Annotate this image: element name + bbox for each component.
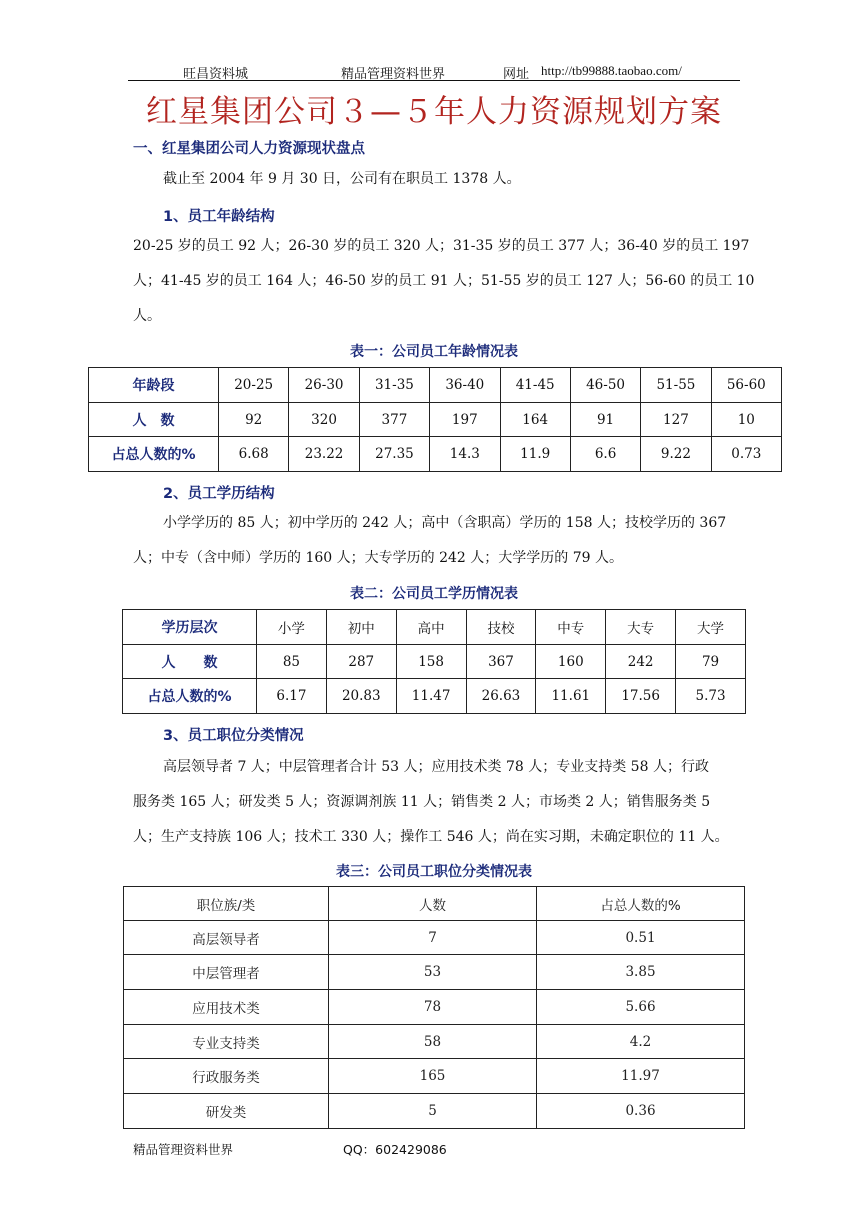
row-header: 占总人数的% <box>123 679 257 714</box>
table-cell: 5.66 <box>537 990 745 1025</box>
table-row <box>89 368 782 403</box>
table-cell: 大专 <box>606 610 676 645</box>
job-table-caption: 表三：公司员工职位分类情况表 <box>336 864 532 880</box>
header-divider <box>128 80 740 81</box>
section-heading: 一、红星集团公司人力资源现状盘点 <box>133 141 365 157</box>
job-table <box>123 886 745 1129</box>
table-cell: 20.83 <box>326 679 396 714</box>
table-cell: 56-60 <box>711 368 781 403</box>
age-table <box>88 367 782 472</box>
table-cell: 58 <box>329 1025 537 1059</box>
table-cell: 158 <box>396 645 466 679</box>
table-cell: 技校 <box>466 610 536 645</box>
table-cell: 242 <box>606 645 676 679</box>
table-cell: 31-35 <box>359 368 429 403</box>
table-cell: 研发类 <box>124 1094 329 1129</box>
table-cell: 377 <box>359 403 429 437</box>
header-url-label: 网址 <box>503 67 530 82</box>
column-header: 人数 <box>329 887 537 921</box>
table-cell: 大学 <box>676 610 746 645</box>
table-row <box>89 437 782 472</box>
row-header: 人 数 <box>123 645 257 679</box>
table-cell: 高层领导者 <box>124 921 329 955</box>
age-table-caption: 表一：公司员工年龄情况表 <box>350 344 518 360</box>
table-cell: 0.36 <box>537 1094 745 1129</box>
table-cell: 11.61 <box>536 679 606 714</box>
table-cell: 160 <box>536 645 606 679</box>
age-paragraph-line: 人。 <box>133 308 161 324</box>
table-cell: 高中 <box>396 610 466 645</box>
table-cell: 23.22 <box>289 437 359 472</box>
table-cell: 9.22 <box>641 437 711 472</box>
table-cell: 7 <box>329 921 537 955</box>
column-header: 职位族/类 <box>124 887 329 921</box>
table-cell: 5 <box>329 1094 537 1129</box>
table-cell: 14.3 <box>430 437 500 472</box>
table-cell: 26-30 <box>289 368 359 403</box>
table-row <box>124 1025 745 1059</box>
row-header: 人 数 <box>89 403 219 437</box>
row-header: 年龄段 <box>89 368 219 403</box>
table-cell: 中专 <box>536 610 606 645</box>
table-row <box>124 921 745 955</box>
table-cell: 0.73 <box>711 437 781 472</box>
table-cell: 79 <box>676 645 746 679</box>
row-header: 占总人数的% <box>89 437 219 472</box>
table-cell: 0.51 <box>537 921 745 955</box>
table-row <box>124 955 745 990</box>
table-cell: 20-25 <box>219 368 289 403</box>
age-paragraph-line: 人；41-45 岁的员工 164 人；46-50 岁的员工 91 人；51-55 岁的员工 127 人；56-60 的员工 10 <box>133 273 755 289</box>
table-cell: 11.47 <box>396 679 466 714</box>
table-row <box>89 403 782 437</box>
header-left-text: 旺昌资料城 <box>183 67 249 82</box>
table-cell: 6.17 <box>257 679 327 714</box>
table-cell: 专业支持类 <box>124 1025 329 1059</box>
footer-qq-text: QQ：602429086 <box>343 1142 447 1157</box>
table-cell: 27.35 <box>359 437 429 472</box>
header-middle-text: 精品管理资料世界 <box>341 67 446 82</box>
table-cell: 78 <box>329 990 537 1025</box>
table-cell: 41-45 <box>500 368 570 403</box>
edu-paragraph-line: 人；中专（含中师）学历的 160 人；大专学历的 242 人；大学学历的 79 人。 <box>133 550 623 566</box>
edu-table <box>122 609 746 714</box>
edu-paragraph-line: 小学学历的 85 人；初中学历的 242 人；高中（含职高）学历的 158 人；技校学历的 367 <box>163 515 727 531</box>
table-cell: 初中 <box>326 610 396 645</box>
table-cell: 11.9 <box>500 437 570 472</box>
table-cell: 36-40 <box>430 368 500 403</box>
table-row <box>123 679 746 714</box>
table-cell: 6.6 <box>570 437 640 472</box>
edu-heading: 2、员工学历结构 <box>163 486 275 502</box>
table-cell: 17.56 <box>606 679 676 714</box>
edu-table-caption: 表二：公司员工学历情况表 <box>350 586 518 602</box>
table-cell: 3.85 <box>537 955 745 990</box>
table-cell: 51-55 <box>641 368 711 403</box>
table-cell: 127 <box>641 403 711 437</box>
intro-paragraph: 截止至 2004 年 9 月 30 日，公司有在职员工 1378 人。 <box>163 171 521 187</box>
table-header-row <box>124 887 745 921</box>
table-cell: 91 <box>570 403 640 437</box>
table-cell: 小学 <box>257 610 327 645</box>
age-heading: 1、员工年龄结构 <box>163 209 275 225</box>
table-row <box>124 1094 745 1129</box>
document-title: 红星集团公司３—５年人力资源规划方案 <box>146 94 722 130</box>
table-cell: 46-50 <box>570 368 640 403</box>
row-header: 学历层次 <box>123 610 257 645</box>
table-row <box>123 610 746 645</box>
table-cell: 中层管理者 <box>124 955 329 990</box>
footer-left-text: 精品管理资料世界 <box>133 1142 234 1157</box>
table-cell: 应用技术类 <box>124 990 329 1025</box>
table-row <box>124 990 745 1025</box>
table-cell: 10 <box>711 403 781 437</box>
table-row <box>124 1059 745 1094</box>
table-cell: 85 <box>257 645 327 679</box>
table-cell: 165 <box>329 1059 537 1094</box>
table-cell: 26.63 <box>466 679 536 714</box>
age-paragraph-line: 20-25 岁的员工 92 人；26-30 岁的员工 320 人；31-35 岁的员工 377 人；36-40 岁的员工 197 <box>133 238 750 254</box>
table-cell: 197 <box>430 403 500 437</box>
table-cell: 92 <box>219 403 289 437</box>
table-cell: 5.73 <box>676 679 746 714</box>
table-cell: 164 <box>500 403 570 437</box>
job-paragraph-line: 服务类 165 人；研发类 5 人；资源调剂族 11 人；销售类 2 人；市场类 2 人；销售服务类 5 <box>133 794 711 810</box>
header-url-link[interactable]: http://tb99888.taobao.com/ <box>541 63 682 78</box>
job-paragraph-line: 高层领导者 7 人；中层管理者合计 53 人；应用技术类 78 人；专业支持类 58 人；行政 <box>163 759 709 775</box>
table-cell: 320 <box>289 403 359 437</box>
table-cell: 53 <box>329 955 537 990</box>
job-heading: 3、员工职位分类情况 <box>163 728 304 744</box>
table-cell: 367 <box>466 645 536 679</box>
table-cell: 287 <box>326 645 396 679</box>
job-paragraph-line: 人；生产支持族 106 人；技术工 330 人；操作工 546 人；尚在实习期，未确定职位的 11 人。 <box>133 829 729 845</box>
table-cell: 6.68 <box>219 437 289 472</box>
table-cell: 行政服务类 <box>124 1059 329 1094</box>
table-cell: 11.97 <box>537 1059 745 1094</box>
table-row <box>123 645 746 679</box>
table-cell: 4.2 <box>537 1025 745 1059</box>
column-header: 占总人数的% <box>537 887 745 921</box>
